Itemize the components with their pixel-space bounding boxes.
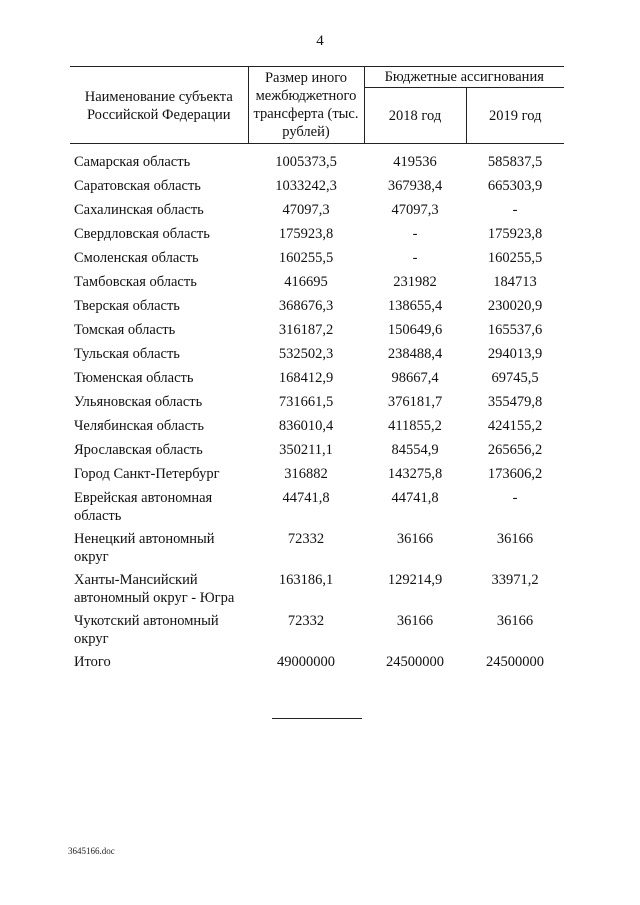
region-name: Смоленская область — [74, 250, 199, 266]
closing-rule — [272, 718, 362, 719]
region-name: Свердловская область — [74, 226, 210, 242]
table-row — [70, 571, 564, 612]
allocation-2019: 424155,2 — [487, 418, 543, 434]
region-name: Челябинская область — [74, 418, 204, 434]
region-name: Ненецкий автономный округ — [74, 531, 215, 565]
allocation-2018: 84554,9 — [391, 442, 439, 458]
allocation-2018: 150649,6 — [387, 322, 443, 338]
allocation-2019: 69745,5 — [491, 370, 539, 386]
document-reference: 3645166.doc — [68, 846, 115, 856]
table-row — [70, 321, 564, 345]
table-row — [70, 393, 564, 417]
allocation-2019: 265656,2 — [487, 442, 543, 458]
allocation-2018: 47097,3 — [391, 202, 439, 218]
table-row — [70, 201, 564, 225]
transfer-size: 1033242,3 — [275, 178, 337, 194]
transfer-size: 160255,5 — [278, 250, 334, 266]
allocation-2018: 44741,8 — [391, 490, 439, 506]
table-row — [70, 530, 564, 571]
allocation-2019: 175923,8 — [487, 226, 543, 242]
transfer-size: 416695 — [284, 274, 328, 290]
region-name: Чукотский автономный округ — [74, 613, 219, 647]
region-name: Сахалинская область — [74, 202, 204, 218]
allocation-2019: 294013,9 — [487, 346, 543, 362]
allocation-2018: - — [412, 250, 418, 266]
allocation-2018: 238488,4 — [387, 346, 443, 362]
region-name: Тамбовская область — [74, 274, 197, 290]
table-row — [70, 177, 564, 201]
table-row — [70, 369, 564, 393]
total-transfer-size: 49000000 — [277, 654, 335, 670]
transfer-size: 316882 — [284, 466, 328, 482]
header-region-name: Наименование субъекта Российской Федерации — [70, 67, 248, 144]
allocation-2019: 173606,2 — [487, 466, 543, 482]
table-row — [70, 225, 564, 249]
transfer-size: 47097,3 — [282, 202, 330, 218]
header-year-2018: 2018 год — [364, 88, 466, 143]
allocation-2018: - — [412, 226, 418, 242]
transfer-size: 368676,3 — [278, 298, 334, 314]
allocation-2019: 665303,9 — [487, 178, 543, 194]
transfer-size: 532502,3 — [278, 346, 334, 362]
table-row — [70, 417, 564, 441]
transfer-size: 731661,5 — [278, 394, 334, 410]
allocation-2019: 33971,2 — [491, 572, 539, 588]
table-body — [70, 144, 564, 678]
transfer-size: 316187,2 — [278, 322, 334, 338]
table-row — [70, 612, 564, 653]
allocation-2019: 184713 — [493, 274, 537, 290]
transfer-size: 175923,8 — [278, 226, 334, 242]
allocation-2018: 36166 — [396, 613, 434, 629]
allocation-2018: 419536 — [393, 154, 437, 170]
allocation-2019: 230020,9 — [487, 298, 543, 314]
region-name: Тюменская область — [74, 370, 194, 386]
region-name: Ханты-Мансийский автономный округ - Югра — [74, 572, 235, 606]
allocation-2018: 376181,7 — [387, 394, 443, 410]
region-name: Тульская область — [74, 346, 180, 362]
page-number: 4 — [316, 33, 324, 49]
transfer-size: 836010,4 — [278, 418, 334, 434]
region-name: Город Санкт-Петербург — [74, 466, 220, 482]
table-row — [70, 144, 564, 178]
allocation-2019: 160255,5 — [487, 250, 543, 266]
allocation-2018: 98667,4 — [391, 370, 439, 386]
allocation-2019: 165537,6 — [487, 322, 543, 338]
region-name: Еврейская автономная область — [74, 490, 213, 524]
table-row — [70, 297, 564, 321]
region-name: Томская область — [74, 322, 176, 338]
region-name: Ульяновская область — [74, 394, 203, 410]
table-row — [70, 273, 564, 297]
allocation-2019: - — [512, 490, 518, 506]
transfer-size: 44741,8 — [282, 490, 330, 506]
transfer-size: 1005373,5 — [275, 154, 337, 170]
budget-table — [70, 66, 564, 677]
region-name: Тверская область — [74, 298, 180, 314]
allocation-2018: 411855,2 — [388, 418, 442, 434]
allocation-2018: 138655,4 — [387, 298, 443, 314]
table-row — [70, 249, 564, 273]
table-row — [70, 345, 564, 369]
table-row — [70, 489, 564, 530]
table-row — [70, 465, 564, 489]
total-label: Итого — [74, 654, 111, 670]
transfer-size: 163186,1 — [278, 572, 334, 588]
transfer-size: 168412,9 — [278, 370, 334, 386]
table-row-total — [70, 653, 564, 677]
table-row — [70, 441, 564, 465]
region-name: Ярославская область — [74, 442, 203, 458]
allocation-2019: 585837,5 — [487, 154, 543, 170]
region-name: Самарская область — [74, 154, 191, 170]
allocation-2018: 36166 — [396, 531, 434, 547]
transfer-size: 72332 — [287, 613, 325, 629]
allocation-2018: 367938,4 — [387, 178, 443, 194]
total-allocation-2019: 24500000 — [486, 654, 544, 670]
table-header — [70, 67, 564, 144]
transfer-size: 350211,1 — [279, 442, 333, 458]
header-transfer-size: Размер иного межбюджетного трансферта (тыс. рублей) — [248, 67, 364, 144]
transfer-size: 72332 — [287, 531, 325, 547]
allocation-2018: 231982 — [393, 274, 437, 290]
region-name: Саратовская область — [74, 178, 201, 194]
allocation-2019: 36166 — [496, 613, 534, 629]
allocation-2018: 143275,8 — [387, 466, 443, 482]
allocation-2019: 36166 — [496, 531, 534, 547]
header-year-2019: 2019 год — [489, 107, 542, 124]
header-budget-allocations: Бюджетные ассигнования — [364, 67, 564, 88]
allocation-2018: 129214,9 — [387, 572, 443, 588]
total-allocation-2018: 24500000 — [386, 654, 444, 670]
allocation-2019: 355479,8 — [487, 394, 543, 410]
allocation-2019: - — [512, 202, 518, 218]
